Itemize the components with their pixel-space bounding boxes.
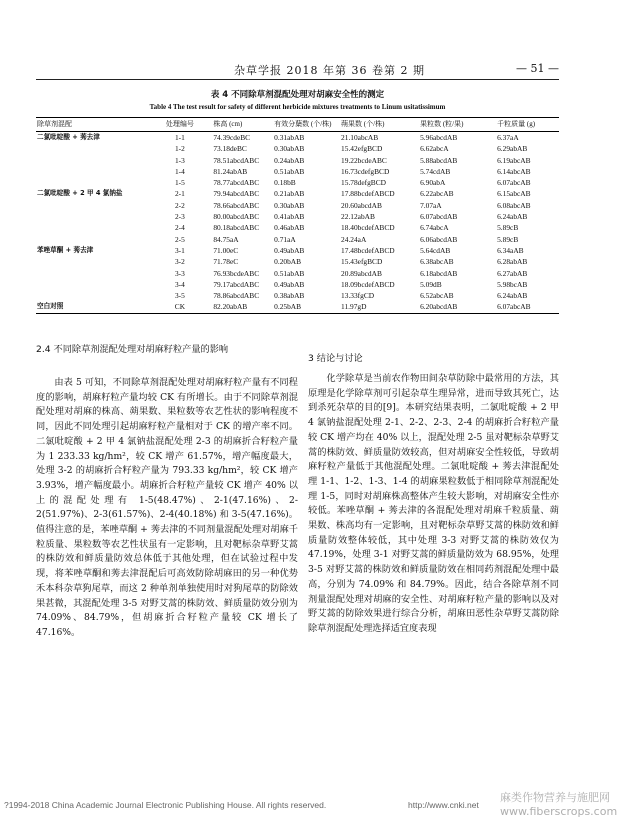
section-3-title: 3 结论与讨论 — [308, 353, 363, 364]
table-row — [36, 155, 559, 166]
table-cell: 5.96abcdAB — [420, 133, 458, 142]
table-cell: 6.62abcA — [420, 144, 449, 154]
table-cell: 0.18bB — [274, 178, 296, 188]
table-cell: 19.22bcdeABC — [341, 155, 387, 165]
table-cell: 84.75aA — [213, 234, 239, 244]
table-cell: 73.18deBC — [213, 144, 247, 154]
table-cell: 6.07abcdAB — [420, 212, 458, 222]
table-cell: 80.18abcdABC — [213, 223, 260, 233]
table-cell: 3-2 — [174, 257, 185, 267]
table-cell: 15.78defgBCD — [341, 178, 387, 188]
table-cell: 0.20bAB — [274, 257, 302, 267]
table-cell: 78.66abcdABC — [213, 200, 260, 210]
col-header: 千粒质量 (g) — [496, 118, 559, 132]
treatment-group-cell — [36, 290, 147, 301]
table-cell: 6.24abAB — [497, 291, 528, 301]
treatment-group-cell — [36, 211, 147, 222]
table-row — [36, 256, 559, 267]
table-cell: 0.49abAB — [274, 279, 305, 289]
table-cell: 5.98bcAB — [497, 279, 528, 289]
table-cell: 5.64cdAB — [420, 245, 451, 255]
results-table — [36, 117, 559, 314]
table-row — [36, 211, 559, 222]
table-cell: 5.89cB — [497, 234, 519, 244]
table-cell: 0.25bAB — [273, 301, 340, 313]
table-cell: 1-5 — [174, 178, 185, 188]
table-cell: CK — [147, 301, 212, 313]
table-cell: 0.30abAB — [274, 200, 305, 210]
table-cell: 3-1 — [174, 245, 185, 255]
table-body — [36, 132, 559, 314]
journal-name: 杂草学报 2018 年第 36 卷第 2 期 — [234, 64, 425, 77]
table-cell: 11.97gD — [340, 301, 419, 313]
table-cell: 71.00eC — [213, 245, 239, 255]
table-cell: 5.88abcdAB — [420, 155, 458, 165]
table-cell: 20.60abcdAB — [341, 200, 382, 210]
table-cell: 6.27abAB — [497, 268, 528, 278]
table-row — [36, 188, 559, 199]
table-cell: 17.88bcdefABCD — [341, 189, 395, 199]
table-cell: 6.29abAB — [497, 144, 528, 154]
table-cell: 0.31abAB — [274, 133, 305, 142]
table-cell: 79.94abcdABC — [213, 189, 260, 199]
col-header: 有效分蘖数 (个/株) — [273, 118, 340, 132]
table-row — [36, 222, 559, 233]
table-cell: 78.51abcdABC — [213, 155, 260, 165]
table-cell: 0.24abAB — [274, 155, 305, 165]
table-row — [36, 301, 559, 313]
table-row — [36, 166, 559, 177]
col-header: 株高 (cm) — [212, 118, 273, 132]
table-cell: 6.07abcAB — [497, 178, 531, 188]
table-row — [36, 290, 559, 301]
page-number: — 51 — — [516, 62, 559, 75]
treatment-group-cell: 空白对照 — [36, 301, 147, 313]
treatment-group-cell: 苯唑草酮 + 莠去津 — [37, 245, 94, 254]
table-cell: 2-2 — [174, 200, 185, 210]
treatment-group-cell: 二氯吡啶酸 + 莠去津 — [37, 133, 100, 141]
table-cell: 2-5 — [174, 234, 185, 244]
col-header: 除草剂混配 — [36, 118, 147, 132]
copyright-text: ?1994-2018 China Academic Journal Electronic Publishing House. All rights reserved. — [4, 800, 327, 810]
table-cell: 6.18abcdAB — [420, 268, 458, 278]
table-cell: 6.07abcAB — [496, 301, 559, 313]
table-cell: 15.42efgBCD — [341, 144, 383, 154]
table-cell: 6.06abcdAB — [420, 234, 458, 244]
table-cell: 2-3 — [174, 212, 185, 222]
table-cell: 3-4 — [174, 279, 185, 289]
table-cell: 79.17abcdABC — [213, 279, 260, 289]
table-cell: 6.19abcAB — [497, 155, 531, 165]
table-row — [36, 143, 559, 154]
table-cell: 2-4 — [174, 223, 185, 233]
table-cell: 1-4 — [174, 166, 185, 176]
table-cell: 6.38abcAB — [420, 257, 454, 267]
table-row — [36, 245, 559, 256]
table-cell: 0.51abAB — [274, 166, 305, 176]
table-cell: 3-5 — [174, 291, 185, 301]
col-header: 果粒数 (粒/果) — [419, 118, 496, 132]
header-rule — [36, 79, 559, 80]
table-cell: 6.20abcdAB — [419, 301, 496, 313]
treatment-group-cell — [36, 234, 147, 245]
table-cell: 24.24aA — [341, 234, 367, 244]
table-cell: 6.34aAB — [497, 245, 524, 255]
table-row — [36, 200, 559, 211]
table-row — [36, 234, 559, 245]
table-cell: 78.77abcdABC — [213, 178, 260, 188]
table-cell: 81.24abAB — [213, 166, 248, 176]
section-2-4-title: 2.4 不同除草剂混配处理对胡麻籽粒产量的影响 — [36, 344, 229, 355]
table-cell: 6.74abcA — [420, 223, 449, 233]
table-cell: 1-2 — [174, 144, 185, 154]
treatment-group-cell — [36, 279, 147, 290]
table-cell: 6.90abA — [420, 178, 446, 188]
table-cell: 0.51abAB — [274, 268, 305, 278]
table-cell: 0.46abAB — [274, 223, 305, 233]
table-cell: 18.40bcdefABCD — [341, 223, 395, 233]
table-cell: 6.15abcAB — [497, 189, 531, 199]
table-cell: 82.20abAB — [212, 301, 273, 313]
table-cell: 71.78eC — [213, 257, 239, 267]
table-cell: 6.52abcAB — [420, 291, 454, 301]
table-cell: 0.49abAB — [274, 245, 305, 255]
col-header: 处理编号 — [147, 118, 212, 132]
table-row — [36, 279, 559, 290]
table-cell: 0.38abAB — [274, 291, 305, 301]
footer-url: http://www.cnki.net — [408, 800, 479, 810]
table-cell: 1-3 — [174, 155, 185, 165]
table-cell: 20.89abcdAB — [341, 268, 382, 278]
table-cell: 78.86abcdABC — [213, 291, 260, 301]
table-cell: 2-1 — [174, 189, 185, 199]
table-cell: 7.07aA — [420, 200, 442, 210]
table-cell: 5.89cB — [497, 223, 519, 233]
table-cell: 3-3 — [174, 268, 185, 278]
treatment-group-cell — [36, 256, 147, 267]
right-paragraph: 化学除草是当前农作物田间杂草防除中最常用的方法，其原理是化学除草剂可引起杂草生理异常，进而导致其死亡，达到杀死杂草的目的[9]。本研究结果表明，二氯吡啶酸 + 2 甲 4 氯钠盐混配处理 2-1、2-2、2-3、2-4 的胡麻折合籽粒产量较 CK 增产均在 40% 以上，混配处理 2-5 虽对靶标杂草野艾蒿的株防效、鲜质量防效较高，但对胡麻安全性较低，导致胡麻籽粒产量低于其他混配处理。二氯吡啶酸 + 莠去津混配处理 1-1、1-2、1-3、1-4 的胡麻果粒数低于相同除草剂混配处理 1-5，同时对胡麻株高整体产生较大影响，对胡麻安全性亦较低。苯唑草酮 + 莠去津的各混配处理对胡麻千粒质量、蒴果数、株高均有一定影响，且对靶标杂草野艾蒿的株防效和鲜质量防效整体较低，其中处理 3-3 对野艾蒿的株防效仅为 47.19%，处理 3-1 对野艾蒿的鲜质量防效为 68.95%，处理 3-5 对野艾蒿的株防效和鲜质量防效在相同药剂混配处理中最高，分别为 74.09% 和 84.79%。因此，结合各除草剂不同剂量混配处理对胡麻的安全性、对胡麻籽粒产量的影响以及对野艾蒿的防除效果进行综合分析，胡麻田恶性杂草野艾蒿防除除草剂混配处理选择适宜度表现 — [308, 373, 559, 634]
table-cell: 1-1 — [174, 133, 185, 142]
table-caption-en: Table 4 The test result for safety of different herbicide mixtures treatments to Linum usitatissimum — [149, 103, 446, 111]
right-column — [308, 372, 559, 637]
table-cell: 6.08abcAB — [497, 200, 531, 210]
left-column — [36, 376, 298, 641]
watermark: 麻类作物营养与施肥网 www.fiberscrops.com — [500, 791, 617, 818]
table-row — [36, 268, 559, 279]
table-cell: 0.41abAB — [274, 212, 305, 222]
treatment-group-cell — [36, 268, 147, 279]
table-cell: 6.28abAB — [497, 257, 528, 267]
treatment-group-cell: 二氯吡啶酸 + 2 甲 4 氯钠盐 — [37, 189, 123, 198]
table-cell: 13.33fgCD — [341, 291, 375, 301]
treatment-group-cell — [36, 155, 147, 166]
table-cell: 80.00abcdABC — [213, 212, 260, 222]
treatment-group-cell — [36, 200, 147, 211]
table-cell: 5.09dB — [420, 279, 442, 289]
table-header-row — [36, 118, 559, 132]
table-cell: 0.21abAB — [274, 189, 305, 199]
treatment-group-cell — [36, 222, 147, 233]
table-cell: 6.22abcAB — [420, 189, 454, 199]
table-cell: 6.37aA — [497, 133, 519, 142]
table-cell: 0.71aA — [274, 234, 296, 244]
table-cell: 21.10abcAB — [341, 133, 379, 142]
table-row — [36, 177, 559, 188]
table-cell: 74.39cdeBC — [213, 133, 251, 142]
table-cell: 5.74cdAB — [420, 166, 451, 176]
table-cell: 0.30abAB — [274, 144, 305, 154]
treatment-group-cell — [36, 143, 147, 154]
table-caption-cn: 表 4 不同除草剂混配处理对胡麻安全性的测定 — [210, 90, 385, 100]
table-cell: 6.14abcAB — [497, 166, 531, 176]
table-cell: 22.12abAB — [341, 212, 375, 222]
table-cell: 16.73cdefgBCD — [341, 166, 390, 176]
table-cell: 6.24abAB — [497, 212, 528, 222]
left-paragraph: 由表 5 可知，不同除草剂混配处理对胡麻籽粒产量有不同程度的影响，胡麻籽粒产量均较 CK 有所增长。由于不同除草剂混配处理对胡麻的株高、蒴果数、果粒数等农艺性状的影响程度不同，因此不同处理引起胡麻籽粒产量相对于 CK 的增产率不同。二氯吡啶酸 + 2 甲 4 氯钠盐混配处理 2-3 的胡麻折合籽粒产量为 1 233.33 kg/hm²，较 CK 增产 61.57%，增产幅度最大，处理 3-2 的胡麻折合籽粒产量为 793.33 kg/hm²，较 CK 增产 3.93%，增产幅度最小。胡麻折合籽粒产量较 CK 增产 40% 以上的混配处理有 1-5(48.47%)、2-1(47.16%)、2-2(51.97%)、2-3(61.57%)、2-4(40.18%) 和 3-5(47.16%)。值得注意的是，苯唑草酮 + 莠去津的不同剂量混配处理对胡麻千粒质量、果粒数等农艺性状虽有一定影响，且对靶标杂草野艾蒿的株防效和鲜质量防效总体低于其他处理，但在试验过程中发现，将苯唑草酮和莠去津混配后可高效防除胡麻田的另一种优势禾本科杂草狗尾草，而这 2 种单剂单独使用时对狗尾草的防除效果甚微，其混配处理 3-5 对野艾蒿的株防效、鲜质量防效分别为 74.09%、84.79%，但胡麻折合籽粒产量较 CK 增长了 47.16%。 — [36, 377, 298, 638]
table-cell: 17.48bcdefABCD — [341, 245, 395, 255]
col-header: 蒴果数 (个/株) — [340, 118, 419, 132]
treatment-group-cell — [36, 166, 147, 177]
treatment-group-cell — [36, 177, 147, 188]
table-cell: 15.43efgBCD — [341, 257, 383, 267]
table-row — [36, 132, 559, 144]
table-cell: 76.93bcdeABC — [213, 268, 260, 278]
table-cell: 18.09bcdefABCD — [341, 279, 395, 289]
